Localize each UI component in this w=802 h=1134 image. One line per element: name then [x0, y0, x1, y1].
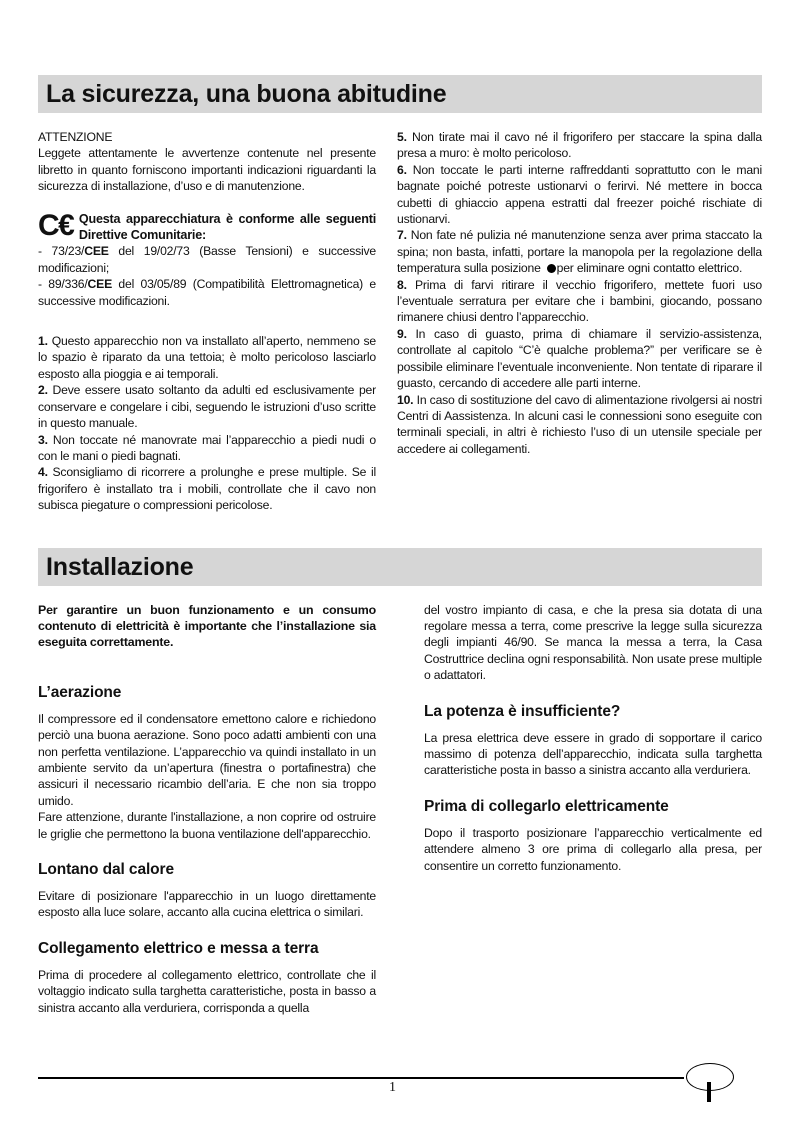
- safety-list-right: [397, 129, 762, 457]
- directive-item: - 73/23/CEE del 19/02/73 (Basse Tensioni) e successive modificazioni;: [38, 244, 376, 275]
- list-item: 4. Sconsigliamo di ricorrere a prolunghe e prese multiple. Se il frigorifero è installato tra i mobili, controllate che il cavo non subisca piegature o compressioni pericolose.: [38, 465, 376, 513]
- subheading-aerazione: L’aerazione: [38, 683, 122, 701]
- list-item: 3. Non toccate né manovrate mai l’apparecchio a piedi nudi o con le mani o piedi bagnati.: [38, 432, 376, 463]
- prima-text: Dopo il trasporto posizionare l’apparecchio verticalmente ed attendere almeno 3 ore prima di collegarlo alla presa, per consentire un corretto funzionamento.: [424, 825, 762, 873]
- section-title-bar-safety: [38, 75, 762, 113]
- ce-heading: Questa apparecchiatura è conforme alle seguenti Direttive Comunitarie:: [78, 211, 376, 243]
- safety-left-column: [38, 129, 376, 514]
- subheading-collegamento: Collegamento elettrico e messa a terra: [38, 939, 319, 957]
- installation-right-column: [424, 602, 762, 874]
- list-item: 2. Deve essere usato soltanto da adulti ed esclusivamente per conservare e congelare i cibi, seguendo le istruzioni d’uso scritte in questo manuale.: [38, 383, 376, 431]
- ce-block: [38, 208, 376, 309]
- collegamento-text-cont: del vostro impianto di casa, e che la presa sia dotata di una regolare messa a terra, come prescrive la legge sulla sicurezza degli impianti 46/90. Se manca la messa a terra, la Casa Costruttrice declina ogni responsabilità. Non usate prese multiple o adattatori.: [424, 602, 762, 683]
- paragraph: Fare attenzione, durante l'installazione, a non coprire od ostruire le griglie che permettono la buona ventilazione dell'apparecchio.: [38, 810, 376, 841]
- list-item: 5. Non tirate mai il cavo né il frigorifero per staccare la spina dalla presa a muro: è molto pericoloso.: [397, 130, 762, 161]
- language-marker-letter: [707, 1082, 711, 1102]
- list-item: 9. In caso di guasto, prima di chiamare il servizio-assistenza, controllate al capitolo “C’è qualche problema?” per verificare se è possibile eliminare l’eventuale inconveniente. Non tentate di riparare il guasto, cercando di accedere alle parti interne.: [397, 326, 762, 391]
- section-title: La sicurezza, una buona abitudine: [46, 80, 447, 108]
- installation-intro: Per garantire un buon funzionamento e un consumo contenuto di elettricità è importante che l’installazione sia eseguita correttamente.: [38, 602, 376, 650]
- safety-columns: [38, 129, 762, 514]
- subheading-prima: Prima di collegarlo elettricamente: [424, 797, 669, 815]
- installation-columns: [38, 602, 762, 1017]
- calore-text: Evitare di posizionare l'apparecchio in un luogo direttamente esposto alla luce solare, accanto alla cucina elettrica o similari.: [38, 889, 376, 920]
- potenza-text: La presa elettrica deve essere in grado di sopportare il carico massimo di potenza dell’apparecchio, indicata sulla targhetta caratteristiche posta in basso a sinistra accanto alla verduriera.: [424, 730, 762, 778]
- list-item: 6. Non toccate le parti interne raffreddanti soprattutto con le mani bagnate poiché potreste ustionarvi o ferirvi. Né mettere in bocca cubetti di ghiaccio appena estratti dal freezer poiché rischiate di ustionarvi.: [397, 162, 762, 227]
- paragraph: Il compressore ed il condensatore emettono calore e richiedono perciò una buona aerazione. Sono poco adatti ambienti con una non perfetta ventilazione. L’apparecchio va quindi installato in un ambiente servito da un’apertura (finestra o portafinestra) che assicuri il necessario ricambio dell’aria. E che non sia troppo umido.: [38, 711, 376, 808]
- ce-header: [38, 208, 376, 244]
- page-number: 1: [389, 1080, 396, 1095]
- list-item: 10. In caso di sostituzione del cavo di alimentazione rivolgersi ai nostri Centri di Aassistenza. In alcuni casi le connessioni sono eseguite con terminali speciali, in altri è richiesto l’uso di un utensile speciale per accedere ai collegamenti.: [397, 392, 762, 456]
- page-content: [38, 75, 762, 1016]
- aerazione-text: [38, 711, 376, 842]
- list-item: 7. Non fate né pulizia né manutenzione senza aver prima staccato la spina; non basta, infatti, portare la manopola per la regolazione della temperatura sulla posizione per eliminare ogni contatto elettrico.: [397, 228, 762, 276]
- attention-label: ATTENZIONE: [38, 130, 113, 144]
- subheading-potenza: La potenza è insufficiente?: [424, 702, 621, 720]
- attention-block: [38, 129, 376, 195]
- installation-left-column: [38, 602, 376, 1017]
- list-item: 1. Questo apparecchio non va installato all’aperto, nemmeno se lo spazio è riparato da una tettoia; è molto pericoloso lasciarlo esposto alla pioggia e ai temporali.: [38, 334, 376, 381]
- ce-mark-icon: C €: [38, 208, 73, 242]
- safety-list-left: [38, 333, 376, 513]
- footer-rule: [38, 1077, 684, 1079]
- collegamento-text: Prima di procedere al collegamento elettrico, controllate che il voltaggio indicato sulla targhetta caratteristiche, posta in basso a sinistra accanto alla verduriera, corrisponda a quella: [38, 967, 376, 1015]
- directive-item: - 89/336/CEE del 03/05/89 (Compatibilità Elettromagnetica) e successive modificazioni.: [38, 277, 376, 308]
- attention-text: Leggete attentamente le avvertenze contenute nel presente libretto in quanto forniscono importanti indicazioni riguardanti la sicurezza di installazione, d’uso e di manutenzione.: [38, 146, 376, 194]
- section-title: Installazione: [46, 552, 194, 581]
- off-position-dot-icon: [547, 264, 556, 273]
- subheading-calore: Lontano dal calore: [38, 861, 174, 878]
- section-title-bar-installation: [38, 548, 762, 586]
- list-item: 8. Prima di farvi ritirare il vecchio frigorifero, mettete fuori uso l’eventuale serratura per evitare che i bambini, giocando, possano rimanere chiusi dentro l’apparecchio.: [397, 277, 762, 325]
